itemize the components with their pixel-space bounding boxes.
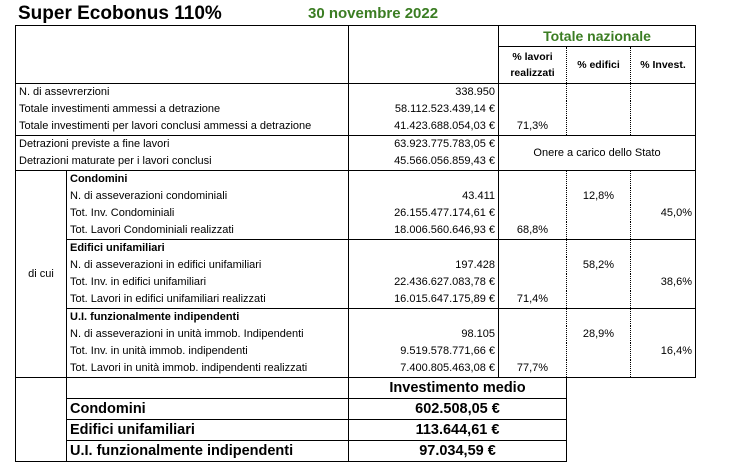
row-value: 16.015.647.175,89 €	[349, 291, 499, 309]
table-row	[16, 291, 696, 309]
table-row	[16, 205, 696, 222]
pct-lavori-header	[499, 47, 567, 84]
row-pct-lavori: 71,4%	[499, 291, 567, 309]
row-label: Detrazioni previste a fine lavori	[16, 136, 349, 154]
row-pct-lavori	[499, 343, 567, 360]
investimento-medio-header: Investimento medio	[349, 378, 567, 399]
table-row	[16, 274, 696, 291]
group-title-row	[16, 309, 696, 327]
row-value: 26.155.477.174,61 €	[349, 205, 499, 222]
totale-nazionale-header: Totale nazionale	[499, 26, 696, 47]
row-label: Tot. Inv. in edifici unifamiliari	[67, 274, 349, 291]
row-value: 602.508,05 €	[349, 399, 567, 420]
table-row	[16, 188, 696, 205]
header-row-2	[16, 47, 696, 84]
table-row	[16, 136, 696, 154]
table-row	[16, 84, 696, 102]
row-pct-edifici	[567, 118, 631, 136]
ecobonus-table	[15, 25, 696, 462]
row-value: 43.411	[349, 188, 499, 205]
pct-invest-header: % Invest.	[631, 47, 696, 84]
table-row	[16, 343, 696, 360]
row-label: Totale investimenti ammessi a detrazione	[16, 101, 349, 118]
report-date: 30 novembre 2022	[308, 5, 439, 22]
row-pct-invest	[631, 118, 696, 136]
row-value: 9.519.578.771,66 €	[349, 343, 499, 360]
row-label: Tot. Lavori in unità immob. indipendenti realizzati	[67, 360, 349, 378]
table-row	[16, 101, 696, 118]
row-label: Totale investimenti per lavori conclusi ammessi a detrazione	[16, 118, 349, 136]
row-label: N. di assevrerzioni	[16, 84, 349, 102]
table-row	[16, 420, 696, 441]
row-pct-invest	[631, 326, 696, 343]
row-value: 41.423.688.054,03 €	[349, 118, 499, 136]
row-label: Edifici unifamiliari	[67, 420, 349, 441]
table-row	[16, 257, 696, 274]
pct-lavori-header-line1: % lavori	[512, 51, 553, 63]
row-pct-edifici	[567, 222, 631, 240]
row-value: 7.400.805.463,08 €	[349, 360, 499, 378]
row-pct-invest	[631, 84, 696, 102]
row-pct-edifici	[567, 101, 631, 118]
row-value: 58.112.523.439,14 €	[349, 101, 499, 118]
row-label: Tot. Lavori in edifici unifamiliari realizzati	[67, 291, 349, 309]
row-pct-edifici: 58,2%	[567, 257, 631, 274]
group-title: U.I. funzionalmente indipendenti	[67, 309, 349, 327]
row-label: N. di asseverazioni in edifici unifamiliari	[67, 257, 349, 274]
row-pct-edifici	[567, 84, 631, 102]
row-value: 98.105	[349, 326, 499, 343]
row-pct-invest	[631, 257, 696, 274]
row-label: Tot. Inv. Condominiali	[67, 205, 349, 222]
row-value: 338.950	[349, 84, 499, 102]
row-pct-edifici	[567, 343, 631, 360]
row-pct-invest	[631, 360, 696, 378]
row-pct-invest: 38,6%	[631, 274, 696, 291]
row-pct-edifici	[567, 291, 631, 309]
row-label: Condomini	[67, 399, 349, 420]
row-value: 18.006.560.646,93 €	[349, 222, 499, 240]
pct-edifici-header: % edifici	[567, 47, 631, 84]
row-pct-invest: 16,4%	[631, 343, 696, 360]
table-row	[16, 360, 696, 378]
investimento-medio-header-row	[16, 378, 696, 399]
table-row	[16, 326, 696, 343]
page-title: Super Ecobonus 110%	[18, 3, 222, 24]
row-pct-edifici: 12,8%	[567, 188, 631, 205]
table-row	[16, 222, 696, 240]
row-label: Tot. Lavori Condominiali realizzati	[67, 222, 349, 240]
row-pct-invest: 45,0%	[631, 205, 696, 222]
row-pct-lavori: 77,7%	[499, 360, 567, 378]
row-pct-invest	[631, 222, 696, 240]
di-cui-label: di cui	[16, 171, 67, 378]
row-pct-invest	[631, 101, 696, 118]
row-value: 197.428	[349, 257, 499, 274]
row-pct-lavori	[499, 205, 567, 222]
row-value: 97.034,59 €	[349, 441, 567, 462]
row-pct-edifici	[567, 360, 631, 378]
row-label: U.I. funzionalmente indipendenti	[67, 441, 349, 462]
row-pct-lavori: 68,8%	[499, 222, 567, 240]
row-pct-lavori	[499, 84, 567, 102]
table-row	[16, 118, 696, 136]
row-pct-invest	[631, 188, 696, 205]
group-title: Edifici unifamiliari	[67, 240, 349, 258]
table-row	[16, 399, 696, 420]
row-pct-edifici: 28,9%	[567, 326, 631, 343]
row-pct-lavori	[499, 257, 567, 274]
onere-note: Onere a carico dello Stato	[499, 136, 696, 171]
row-pct-lavori: 71,3%	[499, 118, 567, 136]
row-value: 63.923.775.783,05 €	[349, 136, 499, 154]
row-pct-edifici	[567, 205, 631, 222]
group-title-row	[16, 240, 696, 258]
row-value: 45.566.056.859,43 €	[349, 153, 499, 171]
group-title: Condomini	[67, 171, 349, 189]
row-value: 22.436.627.083,78 €	[349, 274, 499, 291]
row-pct-edifici	[567, 274, 631, 291]
row-value: 113.644,61 €	[349, 420, 567, 441]
pct-lavori-header-line2: realizzati	[510, 67, 555, 79]
row-pct-lavori	[499, 188, 567, 205]
row-label: Tot. Inv. in unità immob. indipendenti	[67, 343, 349, 360]
row-pct-lavori	[499, 101, 567, 118]
table-row	[16, 441, 696, 462]
row-pct-invest	[631, 291, 696, 309]
row-label: N. di asseverazioni condominiali	[67, 188, 349, 205]
header-row-1	[16, 26, 696, 47]
group-title-row	[16, 171, 696, 189]
row-pct-lavori	[499, 326, 567, 343]
row-pct-lavori	[499, 274, 567, 291]
row-label: Detrazioni maturate per i lavori conclusi	[16, 153, 349, 171]
row-label: N. di asseverazioni in unità immob. Indipendenti	[67, 326, 349, 343]
